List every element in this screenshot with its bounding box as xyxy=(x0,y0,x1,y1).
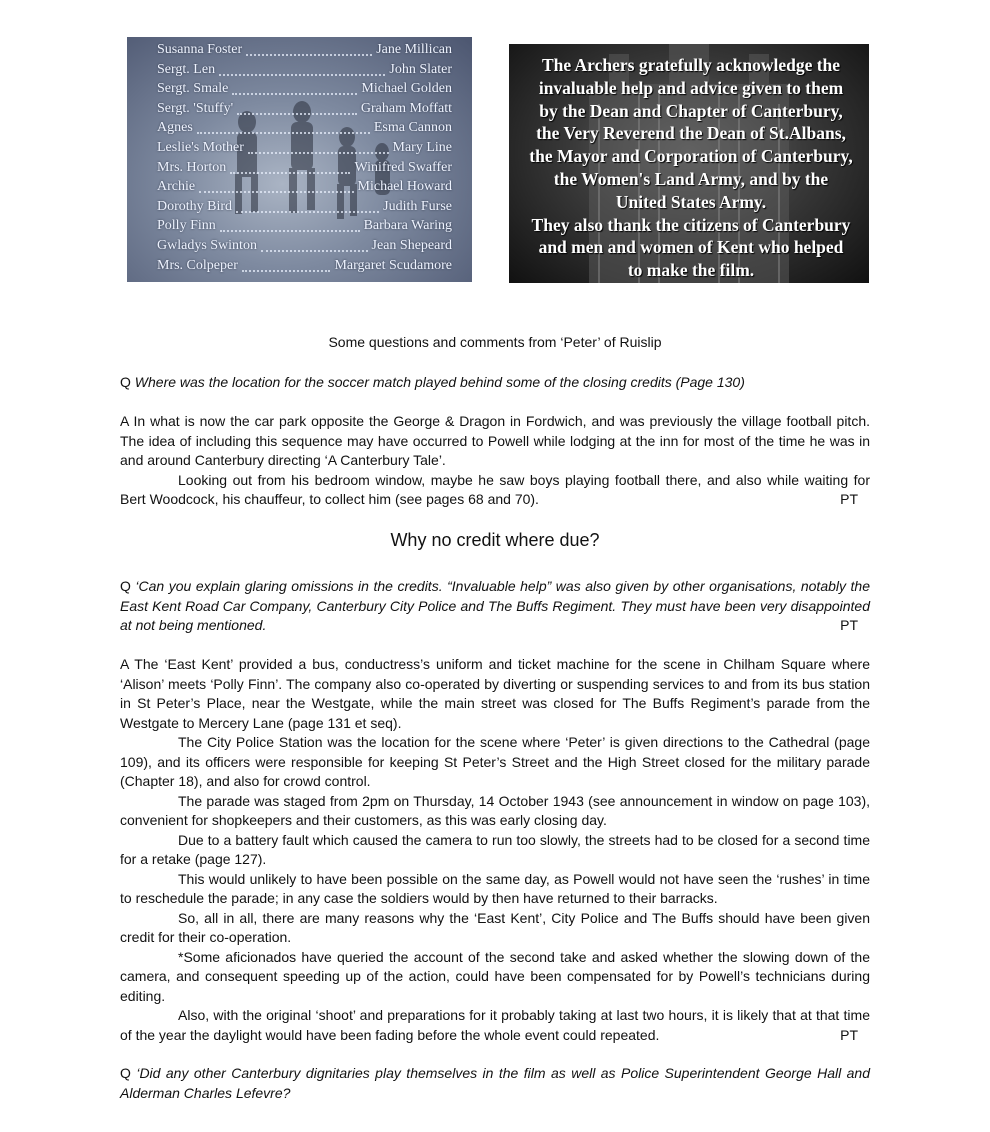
a-label: A xyxy=(120,656,129,672)
q-label: Q xyxy=(120,1065,131,1081)
credit-role: Archie xyxy=(157,179,196,195)
credit-row xyxy=(157,81,452,101)
credit-row xyxy=(157,199,452,219)
credit-role: Dorothy Bird xyxy=(157,198,233,214)
credit-actor: Winifred Swaffer xyxy=(354,159,452,175)
question-dignitaries xyxy=(120,1064,870,1103)
section-heading: Some questions and comments from ‘Peter’ of Ruislip xyxy=(328,334,662,350)
credit-actor: Esma Cannon xyxy=(373,120,452,136)
acknowledgement-line: to make the film. xyxy=(627,260,755,281)
cast-credits-still xyxy=(127,37,472,282)
leader-dots xyxy=(242,258,331,272)
leader-dots xyxy=(219,62,385,76)
leader-dots xyxy=(261,238,368,252)
answer-paragraph: Due to a battery fault which caused the camera to run too slowly, the streets had to be closed for a second time for a retake (page 127). xyxy=(120,831,870,867)
credit-row xyxy=(157,160,452,180)
credit-role: Sergt. 'Stuffy' xyxy=(157,100,234,116)
acknowledgement-text xyxy=(519,54,863,282)
answer-paragraph: *Some aficionados have queried the account of the second take and asked whether the slowing down of the camera, and consequent speeding up of the action, could have been compensated for by Powell’s technicians during editing. xyxy=(120,948,870,1004)
credit-actor: Michael Howard xyxy=(357,179,452,195)
question-soccer xyxy=(120,373,870,393)
page-title: Why no credit where due? xyxy=(390,530,600,550)
answer-paragraph: The City Police Station was the location for the scene where ‘Peter’ is given directions to the Cathedral (page 109), and its officers were responsible for keeping St Peter’s Street and the High Street closed for the military parade (Chapter 18), and also for crowd control. xyxy=(120,734,870,789)
credit-role: Mrs. Horton xyxy=(157,159,227,175)
leader-dots xyxy=(236,199,379,213)
answer-paragraph: Also, with the original ‘shoot’ and preparations for it probably taking at last two hours, it is likely that at that time of the year the daylight would have been fading before the whole event could repeated. xyxy=(120,1007,870,1043)
credit-row xyxy=(157,179,452,199)
credit-row xyxy=(157,42,452,62)
acknowledgement-line: They also thank the citizens of Canterbury xyxy=(531,214,851,235)
credit-role: Leslie's Mother xyxy=(157,140,244,155)
leader-dots xyxy=(237,101,357,115)
credit-row xyxy=(157,101,452,121)
leader-dots xyxy=(246,42,372,56)
acknowledgement-line: invaluable help and advice given to them xyxy=(538,77,844,98)
leader-dots xyxy=(248,140,389,154)
acknowledgement-line: by the Dean and Chapter of Canterbury, xyxy=(539,100,843,121)
leader-dots xyxy=(199,179,353,193)
credit-row xyxy=(157,140,452,160)
acknowledgement-line: The Archers gratefully acknowledge the xyxy=(541,55,841,75)
question-text: ‘Did any other Canterbury dignitaries play themselves in the film as well as Police Superintendent George Hall and Alderman Charles Lefevre? xyxy=(120,1065,870,1101)
a-label: A xyxy=(120,413,129,429)
credit-role: Gwladys Swinton xyxy=(157,238,257,253)
acknowledgement-line: the Women's Land Army, and by the xyxy=(553,168,829,189)
question-credits xyxy=(120,577,870,636)
acknowledgement-line: the Mayor and Corporation of Canterbury, xyxy=(529,146,853,167)
acknowledgement-line: and men and women of Kent who helped xyxy=(538,237,844,258)
credit-actor: Mary Line xyxy=(392,140,452,155)
credit-role: Agnes xyxy=(157,120,193,136)
acknowledgement-line: the Very Reverend the Dean of St.Albans, xyxy=(536,123,846,144)
credit-actor: Graham Moffatt xyxy=(360,100,452,116)
answer-paragraph: So, all in all, there are many reasons why the ‘East Kent’, City Police and The Buffs should have been given credit for their co-operation. xyxy=(120,909,870,945)
author-initials: PT xyxy=(840,491,858,507)
credit-role: Sergt. Smale xyxy=(157,81,229,97)
answer-paragraph: The parade was staged from 2pm on Thursday, 14 October 1943 (see announcement in window on page 103), convenient for shopkeepers and their customers, as this was early closing day. xyxy=(120,792,870,828)
credit-role: Mrs. Colpeper xyxy=(157,257,238,273)
leader-dots xyxy=(230,160,350,174)
leader-dots xyxy=(232,81,357,95)
question-text: Where was the location for the soccer match played behind some of the closing credits (Page 130) xyxy=(134,374,745,390)
credit-actor: Barbara Waring xyxy=(363,218,452,234)
credit-role: Sergt. Len xyxy=(157,61,216,77)
credit-row xyxy=(157,258,452,278)
leader-dots xyxy=(220,218,360,232)
credit-actor: Michael Golden xyxy=(361,81,452,97)
credit-role: Polly Finn xyxy=(157,218,216,234)
acknowledgement-still xyxy=(509,44,869,283)
credit-row xyxy=(157,238,452,258)
acknowledgement-line: United States Army. xyxy=(615,191,767,212)
answer-paragraph: This would unlikely to have been possible on the same day, as Powell would not have seen the ‘rushes’ in time to reschedule the parade; in any case the soldiers would by then have returned to their barracks. xyxy=(120,870,870,906)
author-initials: PT xyxy=(840,1026,858,1043)
credit-actor: Jane Millican xyxy=(376,42,452,57)
credit-row xyxy=(157,62,452,82)
answer-paragraph: Looking out from his bedroom window, maybe he saw boys playing football there, and also while waiting for Bert Woodcock, his chauffeur, to collect him (see pages 68 and 70). xyxy=(120,471,870,507)
credit-actor: Margaret Scudamore xyxy=(334,257,452,273)
question-text: ‘Can you explain glaring omissions in the credits. “Invaluable help” was also given by other organisations, notably the East Kent Road Car Company, Canterbury City Police and The Buffs Regiment. They must have been very disappointed at not being mentioned. xyxy=(120,578,870,633)
credit-actor: Jean Shepeard xyxy=(371,238,452,253)
credit-row xyxy=(157,218,452,238)
credit-role: Susanna Foster xyxy=(157,42,243,57)
credit-actor: John Slater xyxy=(389,61,452,77)
credit-actor: Judith Furse xyxy=(383,198,452,214)
answer-soccer xyxy=(120,412,870,510)
q-label: Q xyxy=(120,578,131,594)
leader-dots xyxy=(197,120,370,134)
credit-row xyxy=(157,120,452,140)
answer-paragraph: In what is now the car park opposite the George & Dragon in Fordwich, and was previously the village football pitch. The idea of including this sequence may have occurred to Powell while lodging at the inn for most of the time he was in and around Canterbury directing ‘A Canterbury Tale’. xyxy=(120,413,870,468)
answer-paragraph: The ‘East Kent’ provided a bus, conductress’s uniform and ticket machine for the scene in Chilham Square where ‘Alison’ meets ‘Polly Finn’. The company also co-operated by diverting or suspending services to and from its bus station in St Peter’s Place, near the Westgate, while the main street was closed for The Buffs Regiment’s parade from the Westgate to Mercery Lane (page 131 et seq). xyxy=(120,656,870,731)
author-initials: PT xyxy=(840,617,858,633)
q-label: Q xyxy=(120,374,131,390)
answer-credits xyxy=(120,655,870,1045)
